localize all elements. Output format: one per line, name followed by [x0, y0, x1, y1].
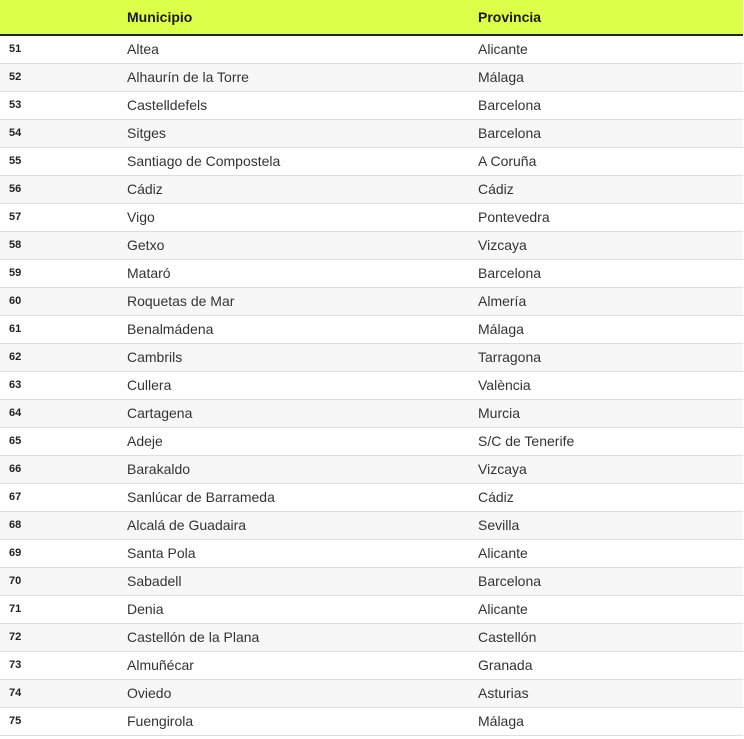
rank-cell: 58	[9, 239, 22, 251]
rank-cell: 54	[9, 127, 22, 139]
municipio-cell: Cullera	[127, 377, 172, 393]
rank-cell: 71	[9, 603, 22, 615]
municipio-cell: Fuengirola	[127, 713, 194, 729]
municipio-cell: Alhaurín de la Torre	[127, 69, 249, 85]
table-body	[0, 36, 743, 736]
provincia-cell: Sevilla	[478, 517, 520, 533]
municipio-cell: Benalmádena	[127, 321, 214, 337]
provincia-cell: A Coruña	[478, 153, 537, 169]
rank-cell: 73	[9, 659, 22, 671]
provincia-cell: Barcelona	[478, 125, 542, 141]
table-row	[0, 316, 743, 344]
rank-cell: 61	[9, 323, 22, 335]
municipio-cell: Santa Pola	[127, 545, 196, 561]
provincia-cell: Barcelona	[478, 265, 542, 281]
provincia-cell: Alicante	[478, 601, 528, 617]
municipio-cell: Denia	[127, 601, 164, 617]
provincia-cell: Barcelona	[478, 573, 542, 589]
table-row	[0, 568, 743, 596]
municipio-cell: Cádiz	[127, 181, 163, 197]
provincia-cell: Málaga	[478, 713, 524, 729]
rank-cell: 74	[9, 687, 22, 699]
provincia-cell: València	[478, 377, 531, 393]
municipio-cell: Getxo	[127, 237, 165, 253]
column-header-provincia[interactable]: Provincia	[478, 9, 542, 25]
municipio-cell: Cartagena	[127, 405, 193, 421]
rank-cell: 52	[9, 71, 22, 83]
municipio-cell: Adeje	[127, 433, 163, 449]
provincia-cell: Vizcaya	[478, 237, 527, 253]
provincia-cell: Málaga	[478, 69, 524, 85]
provincia-cell: Murcia	[478, 405, 521, 421]
table-row	[0, 344, 743, 372]
rank-cell: 69	[9, 547, 22, 559]
table-row	[0, 36, 743, 64]
rank-cell: 59	[9, 267, 22, 279]
provincia-cell: Alicante	[478, 41, 528, 57]
municipio-cell: Altea	[127, 41, 159, 57]
table-row	[0, 596, 743, 624]
provincia-cell: Alicante	[478, 545, 528, 561]
rank-cell: 64	[9, 407, 22, 419]
rank-cell: 66	[9, 463, 22, 475]
rank-cell: 53	[9, 99, 22, 111]
municipio-cell: Sitges	[127, 125, 166, 141]
municipio-cell: Castelldefels	[127, 97, 208, 113]
municipio-cell: Almuñécar	[127, 657, 194, 673]
provincia-cell: Cádiz	[478, 181, 514, 197]
municipio-cell: Sanlúcar de Barrameda	[127, 489, 275, 505]
table-row	[0, 652, 743, 680]
table-row	[0, 232, 743, 260]
table-row	[0, 64, 743, 92]
provincia-cell: Tarragona	[478, 349, 542, 365]
table-row	[0, 204, 743, 232]
provincia-cell: Cádiz	[478, 489, 514, 505]
table-row	[0, 680, 743, 708]
provincia-cell: Asturias	[478, 685, 529, 701]
table-row	[0, 428, 743, 456]
table-row	[0, 120, 743, 148]
rank-cell: 75	[9, 715, 22, 727]
provincia-cell: Vizcaya	[478, 461, 527, 477]
table-row	[0, 484, 743, 512]
municipio-cell: Mataró	[127, 265, 171, 281]
rank-cell: 57	[9, 211, 22, 223]
municipio-cell: Sabadell	[127, 573, 182, 589]
municipio-cell: Barakaldo	[127, 461, 191, 477]
table-row	[0, 540, 743, 568]
provincia-cell: Castellón	[478, 629, 537, 645]
rank-cell: 72	[9, 631, 22, 643]
column-header-municipio[interactable]: Municipio	[127, 9, 193, 25]
municipio-cell: Oviedo	[127, 685, 172, 701]
table-row	[0, 260, 743, 288]
rank-cell: 68	[9, 519, 22, 531]
provincia-cell: Málaga	[478, 321, 524, 337]
rank-cell: 56	[9, 183, 22, 195]
table-row	[0, 456, 743, 484]
provincia-cell: Pontevedra	[478, 209, 550, 225]
rank-cell: 70	[9, 575, 22, 587]
provincia-cell: Almería	[478, 293, 527, 309]
table-row	[0, 400, 743, 428]
rank-cell: 63	[9, 379, 22, 391]
table-row	[0, 624, 743, 652]
municipio-cell: Alcalá de Guadaira	[127, 517, 247, 533]
table-row	[0, 512, 743, 540]
table-header	[0, 0, 743, 36]
municipio-cell: Cambrils	[127, 349, 183, 365]
table-row	[0, 148, 743, 176]
table-row	[0, 92, 743, 120]
provincia-cell: S/C de Tenerife	[478, 433, 575, 449]
rank-cell: 55	[9, 155, 22, 167]
municipio-cell: Roquetas de Mar	[127, 293, 235, 309]
rank-cell: 51	[9, 43, 22, 55]
table-row	[0, 372, 743, 400]
table-row	[0, 176, 743, 204]
rank-cell: 60	[9, 295, 22, 307]
municipio-cell: Castellón de la Plana	[127, 629, 260, 645]
rank-cell: 62	[9, 351, 22, 363]
rank-cell: 65	[9, 435, 22, 447]
provincia-cell: Granada	[478, 657, 533, 673]
municipio-cell: Santiago de Compostela	[127, 153, 281, 169]
municipio-cell: Vigo	[127, 209, 155, 225]
rank-cell: 67	[9, 491, 22, 503]
table-row	[0, 708, 743, 736]
provincia-cell: Barcelona	[478, 97, 542, 113]
table-row	[0, 288, 743, 316]
